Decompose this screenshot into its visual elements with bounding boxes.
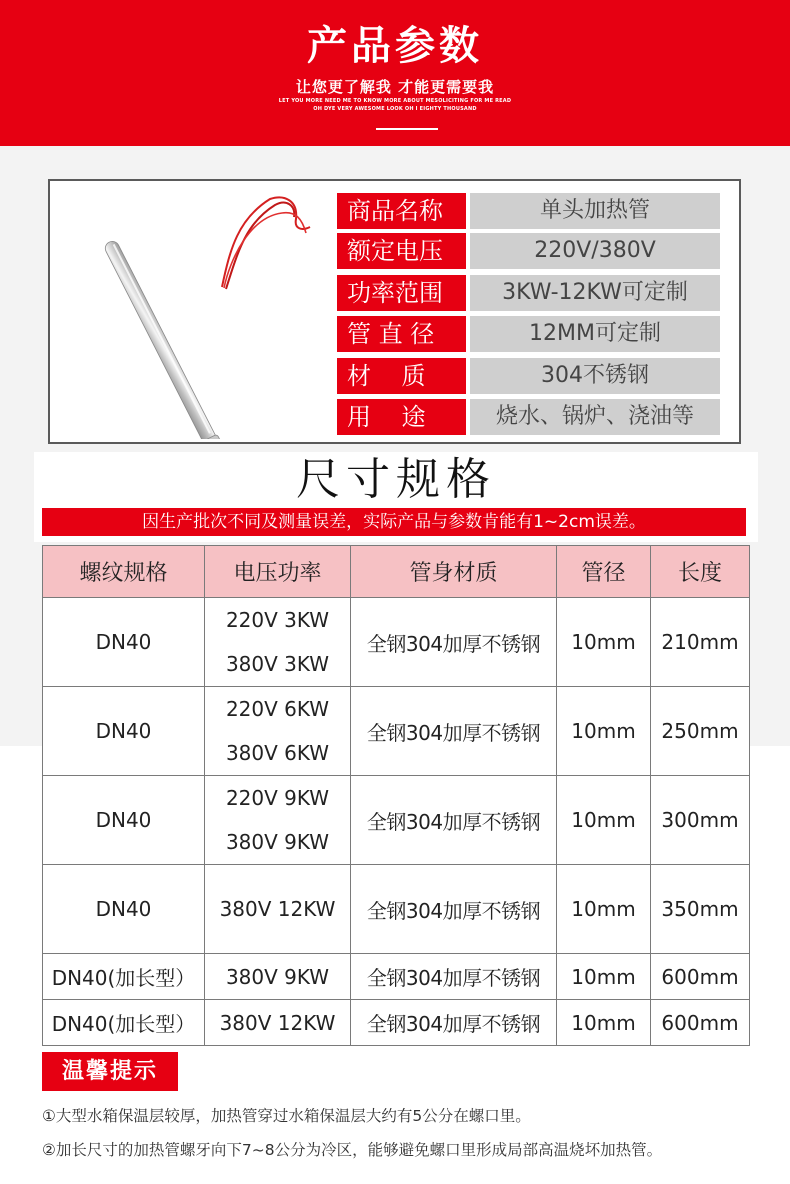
param-key: 用 途 [337, 399, 466, 435]
diameter-cell: 10mm [557, 865, 651, 954]
length-cell: 250mm [651, 687, 750, 776]
material-cell: 全钢304加厚不锈钢 [351, 598, 557, 687]
param-row-material [337, 358, 720, 394]
param-value: 3KW-12KW可定制 [470, 275, 720, 311]
thread-spec-cell: DN40 [43, 865, 205, 954]
size-title: 尺寸规格 [296, 454, 496, 505]
page-subtitle: 让您更了解我 才能更需要我 [295, 78, 495, 96]
param-key: 材 质 [337, 358, 466, 394]
thread-spec-cell: DN40(加长型） [43, 954, 205, 1000]
material-cell: 全钢304加厚不锈钢 [351, 776, 557, 865]
voltage-power-cell: 380V 9KW [205, 954, 351, 1000]
voltage-power-cell [205, 687, 351, 776]
param-key: 管 直 径 [337, 316, 466, 352]
length-cell: 600mm [651, 1000, 750, 1046]
column-header: 管径 [557, 546, 651, 598]
length-cell: 300mm [651, 776, 750, 865]
length-cell: 350mm [651, 865, 750, 954]
power-option: 380V 9KW [225, 830, 330, 854]
english-tagline-1: LET YOU MORE NEED ME TO KNOW MORE ABOUT MESOLICITING FOR ME READ [278, 98, 512, 104]
thread-spec-cell: DN40 [43, 776, 205, 865]
param-row-voltage [337, 233, 720, 269]
power-option: 380V 3KW [225, 652, 330, 676]
param-value: 304不锈钢 [470, 358, 720, 394]
length-cell: 210mm [651, 598, 750, 687]
column-header: 管身材质 [351, 546, 557, 598]
column-header: 电压功率 [205, 546, 351, 598]
material-cell: 全钢304加厚不锈钢 [351, 954, 557, 1000]
power-option: 220V 9KW [225, 786, 330, 810]
param-key: 额定电压 [337, 233, 466, 269]
material-cell: 全钢304加厚不锈钢 [351, 1000, 557, 1046]
table-row [43, 954, 750, 1000]
param-value: 单头加热管 [470, 193, 720, 229]
table-header-row [43, 546, 750, 598]
table-row [43, 598, 750, 687]
length-cell: 600mm [651, 954, 750, 1000]
thread-spec-cell: DN40 [43, 598, 205, 687]
param-row-name [337, 193, 720, 229]
table-row [43, 776, 750, 865]
page-title: 产品参数 [307, 23, 483, 69]
param-value: 220V/380V [470, 233, 720, 269]
param-value: 12MM可定制 [470, 316, 720, 352]
column-header: 螺纹规格 [43, 546, 205, 598]
voltage-power-cell: 380V 12KW [205, 865, 351, 954]
voltage-power-cell [205, 598, 351, 687]
diameter-cell: 10mm [557, 687, 651, 776]
table-row [43, 865, 750, 954]
param-row-power [337, 275, 720, 311]
voltage-power-cell [205, 776, 351, 865]
voltage-power-cell: 380V 12KW [205, 1000, 351, 1046]
diameter-cell: 10mm [557, 598, 651, 687]
param-value: 烧水、锅炉、浇油等 [470, 399, 720, 435]
table-row [43, 687, 750, 776]
tips-badge: 温馨提示 [42, 1052, 178, 1091]
param-row-diameter [337, 316, 720, 352]
tip-item: ②加长尺寸的加热管螺牙向下7~8公分为冷区，能够避免螺口里形成局部高温烧坏加热管。 [42, 1141, 663, 1159]
header-banner [0, 0, 790, 146]
thread-spec-cell: DN40 [43, 687, 205, 776]
diameter-cell: 10mm [557, 1000, 651, 1046]
param-row-usage [337, 399, 720, 435]
material-cell: 全钢304加厚不锈钢 [351, 865, 557, 954]
param-key: 商品名称 [337, 193, 466, 229]
tip-item: ①大型水箱保温层较厚，加热管穿过水箱保温层大约有5公分在螺口里。 [42, 1107, 531, 1125]
table-row [43, 1000, 750, 1046]
error-notice: 因生产批次不同及测量误差，实际产品与参数肯能有1~2cm误差。 [42, 508, 746, 536]
diameter-cell: 10mm [557, 776, 651, 865]
title-divider [376, 128, 438, 130]
material-cell: 全钢304加厚不锈钢 [351, 687, 557, 776]
power-option: 380V 6KW [225, 741, 330, 765]
english-tagline-2: OH DYE VERY AWESOME LOOK OH I EIGHTY THOUSAND [313, 106, 477, 112]
parameter-panel [48, 179, 741, 444]
heating-tube-image [70, 189, 350, 439]
param-key: 功率范围 [337, 275, 466, 311]
diameter-cell: 10mm [557, 954, 651, 1000]
column-header: 长度 [651, 546, 750, 598]
power-option: 220V 6KW [225, 697, 330, 721]
spec-table [42, 545, 750, 1046]
thread-spec-cell: DN40(加长型） [43, 1000, 205, 1046]
power-option: 220V 3KW [225, 608, 330, 632]
